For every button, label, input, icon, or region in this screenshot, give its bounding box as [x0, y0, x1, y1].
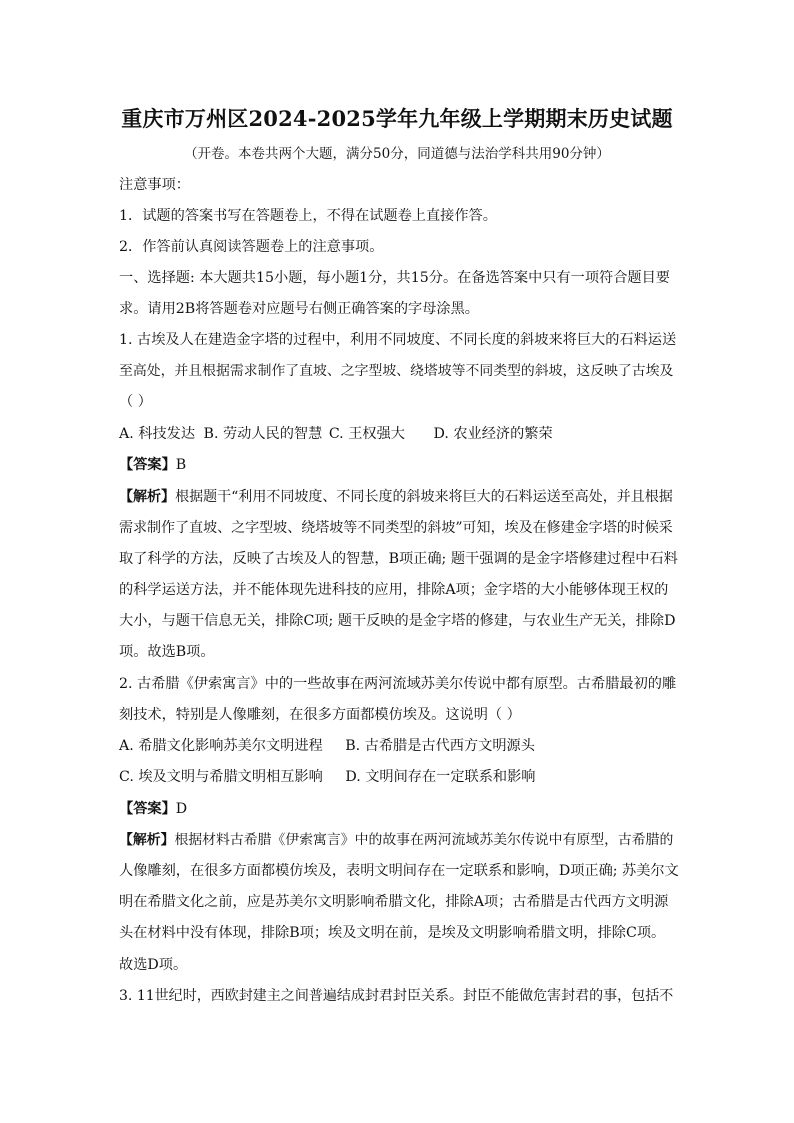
option-c: C. 王权强大: [328, 426, 405, 442]
analysis-label: 【解析】: [119, 489, 176, 505]
analysis-text: 大小，与题干信息无关，排除C项; 题干反映的是金字塔的修建，与农业生产无关，排除D: [119, 613, 676, 629]
question-1-options: [119, 422, 679, 446]
analysis-label: 【解析】: [119, 832, 175, 848]
answer-label: 【答案】: [119, 801, 176, 817]
analysis-text: 的科学运送方法，并不能体现先进科技的应用，排除A项；金字塔的大小能够体现王权的: [119, 582, 669, 598]
option-a: A. 希腊文化影响苏美尔文明进程: [119, 738, 323, 754]
answer-label: 【答案】: [119, 457, 176, 473]
question-1-analysis: [119, 485, 679, 509]
question-1-stem: 1. 古埃及人在建造金字塔的过程中，利用不同坡度、不同长度的斜坡来将巨大的石料运送: [119, 332, 677, 348]
analysis-text: 明在希腊文化之前，应是苏美尔文明影响希腊文化，排除A项；古希腊是古代西方文明源: [119, 894, 669, 910]
analysis-text: 根据题干“利用不同坡度、不同长度的斜坡来将巨大的石料运送至高处，并且根据: [175, 489, 673, 505]
answer-value: D: [175, 801, 188, 817]
analysis-text: 根据材料古希腊《伊索寓言》中的故事在两河流域苏美尔传说中有原型，古希腊的: [174, 832, 674, 848]
analysis-text: 需求制作了直坡、之字型坡、绕塔坡等不同类型的斜坡”可知，埃及在修建金字塔的时候采: [119, 520, 673, 536]
question-2-options: [119, 734, 679, 758]
section-instruction: 求。请用2B将答题卷对应题号右侧正确答案的字母涂黑。: [119, 301, 479, 317]
analysis-text: 项。故选B项。: [119, 644, 215, 660]
notes-heading: 注意事项：: [119, 177, 190, 193]
note-item: 1．试题的答案书写在答题卷上，不得在试题卷上直接作答。: [119, 208, 497, 224]
note-item: 2．作答前认真阅读答题卷上的注意事项。: [119, 239, 384, 255]
option-d: D. 文明间存在一定联系和影响: [345, 769, 536, 785]
exam-instructions-subtitle: （开卷。本卷共两个大题，满分50分，同道德与法治学科共用90分钟）: [184, 146, 610, 162]
question-2-analysis: [119, 828, 679, 852]
analysis-text: 人像雕刻，在很多方面都模仿埃及，表明文明间存在一定联系和影响，D项正确; 苏美尔文: [119, 863, 679, 879]
option-a: A. 科技发达: [119, 426, 196, 442]
question-1-stem: 至高处，并且根据需求制作了直坡、之字型坡、绕塔坡等不同类型的斜坡，这反映了古埃及: [119, 363, 674, 379]
question-2-stem: 刻技术，特别是人像雕刻，在很多方面都模仿埃及。这说明（ ）: [119, 707, 521, 723]
analysis-text: 取了科学的方法，反映了古埃及人的智慧，B项正确; 题干强调的是金字塔修建过程中石料: [119, 551, 678, 567]
question-3-stem: 3. 11世纪时，西欧封建主之间普遍结成封君封臣关系。封臣不能做危害封君的事，包括不: [119, 988, 674, 1004]
answer-value: B: [175, 457, 187, 473]
question-2-answer: [119, 797, 679, 821]
analysis-text: 故选D项。: [119, 957, 188, 973]
question-2-options: [119, 765, 679, 789]
question-1-blank: （ ）: [119, 394, 152, 410]
page-title: 重庆市万州区2024-2025学年九年级上学期期末历史试题: [121, 106, 673, 131]
option-c: C. 埃及文明与希腊文明相互影响: [119, 769, 323, 785]
section-heading: 一、选择题: 本大题共15小题，每小题1分，共15分。在备选答案中只有一项符合题目要: [119, 270, 670, 286]
option-b: B. 古希腊是古代西方文明源头: [345, 738, 535, 754]
option-b: B. 劳动人民的智慧: [203, 426, 323, 442]
analysis-text: 头在材料中没有体现，排除B项；埃及文明在前，是埃及文明影响希腊文明，排除C项。: [119, 925, 666, 941]
option-d: D. 农业经济的繁荣: [433, 426, 553, 442]
question-2-stem: 2. 古希腊《伊索寓言》中的一些故事在两河流域苏美尔传说中都有原型。古希腊最初的雕: [119, 676, 677, 692]
question-1-answer: [119, 453, 679, 477]
